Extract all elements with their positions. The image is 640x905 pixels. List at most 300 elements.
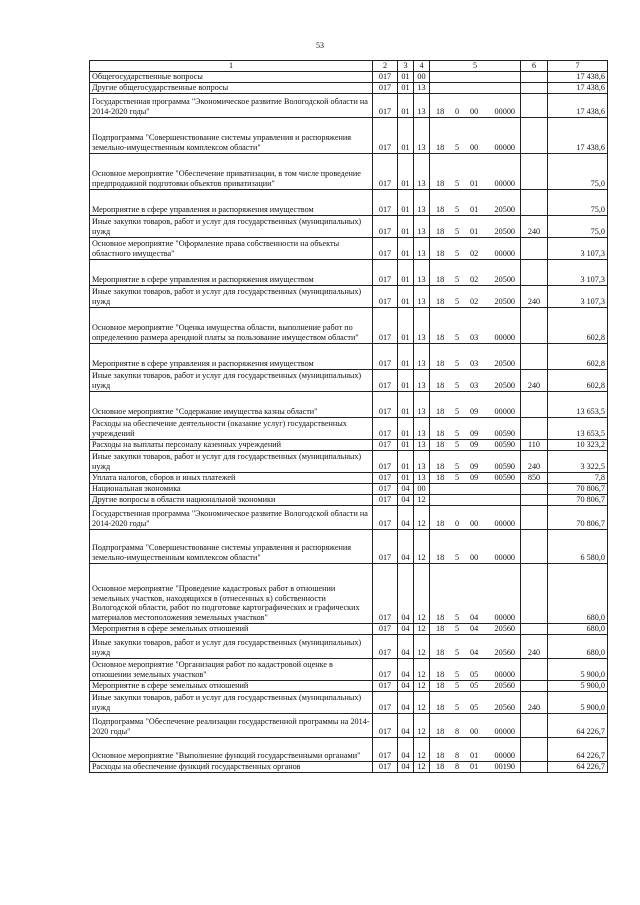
amount-value: 10 323,2 [548, 439, 608, 450]
table-row [90, 737, 608, 761]
ministry-code: 017 [373, 483, 398, 494]
target-direction-code: 20500 [494, 205, 515, 214]
target-program-code: 18 [436, 473, 445, 482]
subsection-code: 13 [414, 117, 430, 153]
ministry-code: 017 [373, 82, 398, 93]
target-direction-code: 00000 [494, 107, 515, 116]
row-name: Уплата налогов, сборов и иных платежей [90, 472, 373, 483]
target-program-code: 18 [436, 519, 445, 528]
target-program-code: 18 [436, 297, 445, 306]
target-activity-code: 03 [469, 359, 479, 368]
target-program-code: 18 [436, 359, 445, 368]
ministry-code: 017 [373, 343, 398, 369]
ministry-code: 017 [373, 189, 398, 215]
expense-type-code [521, 343, 548, 369]
amount-value: 3 107,3 [548, 237, 608, 259]
amount-value: 13 653,5 [548, 417, 608, 439]
target-activity-code: 05 [469, 670, 479, 679]
target-direction-code: 00000 [494, 407, 515, 416]
subsection-code: 12 [414, 563, 430, 623]
target-program-code: 18 [436, 275, 445, 284]
subsection-code: 13 [414, 450, 430, 472]
target-direction-code: 00000 [494, 613, 515, 622]
target-activity-code: 00 [469, 519, 479, 528]
expense-type-code: 240 [521, 215, 548, 237]
section-code: 01 [398, 439, 414, 450]
subsection-code: 12 [414, 658, 430, 680]
table-row [90, 343, 608, 369]
table-row [90, 505, 608, 529]
row-name: Расходы на выплаты персоналу казенных учреждений [90, 439, 373, 450]
ministry-code: 017 [373, 93, 398, 117]
target-direction-code: 20500 [494, 381, 515, 390]
target-activity-code: 01 [469, 205, 479, 214]
target-article-code [430, 215, 521, 237]
target-direction-code: 00590 [494, 473, 515, 482]
target-activity-code: 02 [469, 249, 479, 258]
target-subprogram-code: 0 [455, 107, 460, 116]
expense-type-code [521, 658, 548, 680]
row-name: Общегосударственные вопросы [90, 71, 373, 82]
target-subprogram-code: 5 [455, 275, 460, 284]
table-row [90, 71, 608, 82]
amount-value: 64 226,7 [548, 713, 608, 737]
expense-type-code: 110 [521, 439, 548, 450]
row-name: Мероприятие в сфере управления и распоряжения имуществом [90, 189, 373, 215]
subsection-code: 12 [414, 713, 430, 737]
subsection-code: 12 [414, 691, 430, 713]
target-direction-code: 00190 [494, 762, 515, 771]
subsection-code: 12 [414, 529, 430, 563]
table-row [90, 189, 608, 215]
ministry-code: 017 [373, 505, 398, 529]
target-activity-code: 05 [469, 681, 479, 690]
target-activity-code: 09 [469, 440, 479, 449]
amount-value: 64 226,7 [548, 761, 608, 772]
subsection-code: 13 [414, 189, 430, 215]
table-row [90, 761, 608, 772]
target-article-code [430, 472, 521, 483]
ministry-code: 017 [373, 494, 398, 505]
table-row [90, 680, 608, 691]
ministry-code: 017 [373, 472, 398, 483]
row-name: Мероприятия в сфере земельных отношений [90, 623, 373, 634]
row-name: Иные закупки товаров, работ и услуг для государственных (муниципальных) нужд [90, 215, 373, 237]
subsection-code: 12 [414, 737, 430, 761]
target-subprogram-code: 5 [455, 205, 460, 214]
target-article-code [430, 623, 521, 634]
expense-type-code [521, 259, 548, 285]
section-code: 04 [398, 634, 414, 658]
row-name: Подпрограмма "Совершенствование системы управления и распоряжения земельно-имущественным комплексом области" [90, 529, 373, 563]
amount-value: 75,0 [548, 189, 608, 215]
amount-value: 680,0 [548, 634, 608, 658]
target-article-code [430, 761, 521, 772]
target-subprogram-code: 5 [455, 681, 460, 690]
target-article-code [430, 189, 521, 215]
target-subprogram-code: 8 [455, 727, 460, 736]
target-program-code: 18 [436, 381, 445, 390]
target-direction-code: 00590 [494, 429, 515, 438]
page-number: 53 [316, 41, 324, 50]
section-code: 01 [398, 237, 414, 259]
target-direction-code: 00590 [494, 462, 515, 471]
ministry-code: 017 [373, 215, 398, 237]
amount-value: 17 438,6 [548, 82, 608, 93]
ministry-code: 017 [373, 713, 398, 737]
section-code: 01 [398, 417, 414, 439]
ministry-code: 017 [373, 391, 398, 417]
subsection-code: 13 [414, 307, 430, 343]
column-number-row [90, 61, 608, 72]
subsection-code: 13 [414, 439, 430, 450]
row-name: Мероприятие в сфере земельных отношений [90, 680, 373, 691]
expense-type-code [521, 680, 548, 691]
ministry-code: 017 [373, 71, 398, 82]
row-name: Основное мероприятие "Проведение кадастровых работ в отношении земельных участков, находящихся в (отнесенных к) собственности Вологодской области, работ по подготовке картографических и графических материалов местоположения земельных участков" [90, 563, 373, 623]
target-activity-code: 02 [469, 275, 479, 284]
amount-value: 602,8 [548, 343, 608, 369]
target-program-code: 18 [436, 624, 445, 633]
target-subprogram-code: 5 [455, 333, 460, 342]
ministry-code: 017 [373, 237, 398, 259]
amount-value: 3 107,3 [548, 259, 608, 285]
subsection-code: 13 [414, 417, 430, 439]
target-activity-code: 04 [469, 613, 479, 622]
subsection-code: 13 [414, 391, 430, 417]
target-subprogram-code: 5 [455, 297, 460, 306]
ministry-code: 017 [373, 623, 398, 634]
table-row [90, 494, 608, 505]
target-direction-code: 00000 [494, 519, 515, 528]
expense-type-code: 240 [521, 369, 548, 391]
section-code: 04 [398, 658, 414, 680]
ministry-code: 017 [373, 680, 398, 691]
expense-type-code [521, 483, 548, 494]
target-article-code [430, 93, 521, 117]
row-name: Основное мероприятие "Оформление права собственности на объекты областного имущества" [90, 237, 373, 259]
row-name: Государственная программа "Экономическое развитие Вологодской области на 2014-2020 годы" [90, 505, 373, 529]
target-activity-code: 01 [469, 227, 479, 236]
expense-type-code [521, 505, 548, 529]
target-direction-code: 00000 [494, 727, 515, 736]
target-subprogram-code: 5 [455, 613, 460, 622]
row-name: Другие вопросы в области национальной экономики [90, 494, 373, 505]
target-article-code [430, 369, 521, 391]
expense-type-code: 240 [521, 285, 548, 307]
table-row [90, 417, 608, 439]
subsection-code: 12 [414, 761, 430, 772]
ministry-code: 017 [373, 307, 398, 343]
table-row [90, 529, 608, 563]
section-code: 04 [398, 737, 414, 761]
column-header: 3 [398, 61, 414, 72]
target-subprogram-code: 5 [455, 440, 460, 449]
row-name: Другие общегосударственные вопросы [90, 82, 373, 93]
target-direction-code: 20560 [494, 703, 515, 712]
target-program-code: 18 [436, 179, 445, 188]
target-article-code [430, 713, 521, 737]
target-article-code [430, 563, 521, 623]
ministry-code: 017 [373, 439, 398, 450]
ministry-code: 017 [373, 529, 398, 563]
ministry-code: 017 [373, 658, 398, 680]
subsection-code: 13 [414, 369, 430, 391]
amount-value: 17 438,6 [548, 93, 608, 117]
section-code: 04 [398, 761, 414, 772]
section-code: 04 [398, 483, 414, 494]
target-direction-code: 00000 [494, 553, 515, 562]
section-code: 01 [398, 391, 414, 417]
ministry-code: 017 [373, 761, 398, 772]
target-subprogram-code: 5 [455, 381, 460, 390]
table-row [90, 82, 608, 93]
table-row [90, 259, 608, 285]
target-subprogram-code: 5 [455, 359, 460, 368]
target-subprogram-code: 5 [455, 648, 460, 657]
table-row [90, 713, 608, 737]
subsection-code: 12 [414, 494, 430, 505]
amount-value: 7,8 [548, 472, 608, 483]
target-article-code [430, 494, 521, 505]
target-program-code: 18 [436, 227, 445, 236]
ministry-code: 017 [373, 450, 398, 472]
target-activity-code: 03 [469, 333, 479, 342]
expense-type-code [521, 71, 548, 82]
expense-type-code [521, 417, 548, 439]
target-program-code: 18 [436, 762, 445, 771]
section-code: 04 [398, 529, 414, 563]
section-code: 04 [398, 563, 414, 623]
ministry-code: 017 [373, 634, 398, 658]
target-subprogram-code: 5 [455, 143, 460, 152]
ministry-code: 017 [373, 259, 398, 285]
section-code: 01 [398, 153, 414, 189]
amount-value: 6 580,0 [548, 529, 608, 563]
target-article-code [430, 285, 521, 307]
target-article-code [430, 529, 521, 563]
target-article-code [430, 391, 521, 417]
target-subprogram-code: 5 [455, 553, 460, 562]
target-direction-code: 00000 [494, 179, 515, 188]
target-subprogram-code: 5 [455, 227, 460, 236]
target-subprogram-code: 5 [455, 407, 460, 416]
target-activity-code: 09 [469, 473, 479, 482]
target-activity-code: 01 [469, 762, 479, 771]
subsection-code: 13 [414, 82, 430, 93]
expense-type-code: 240 [521, 450, 548, 472]
column-header: 4 [414, 61, 430, 72]
target-article-code [430, 71, 521, 82]
section-code: 01 [398, 71, 414, 82]
table-row [90, 691, 608, 713]
subsection-code: 12 [414, 634, 430, 658]
target-activity-code: 09 [469, 429, 479, 438]
expense-type-code [521, 563, 548, 623]
section-code: 01 [398, 189, 414, 215]
row-name: Мероприятие в сфере управления и распоряжения имуществом [90, 343, 373, 369]
row-name: Основное мероприятие "Организация работ по кадастровой оценке в отношении земельных участков" [90, 658, 373, 680]
ministry-code: 017 [373, 737, 398, 761]
table-row [90, 658, 608, 680]
target-article-code [430, 680, 521, 691]
amount-value: 64 226,7 [548, 737, 608, 761]
table-row [90, 623, 608, 634]
target-article-code [430, 237, 521, 259]
subsection-code: 13 [414, 153, 430, 189]
subsection-code: 13 [414, 472, 430, 483]
target-article-code [430, 307, 521, 343]
target-program-code: 18 [436, 613, 445, 622]
expense-type-code [521, 237, 548, 259]
expense-type-code [521, 117, 548, 153]
target-program-code: 18 [436, 107, 445, 116]
section-code: 01 [398, 215, 414, 237]
target-article-code [430, 439, 521, 450]
amount-value: 17 438,6 [548, 117, 608, 153]
row-name: Национальная экономика [90, 483, 373, 494]
amount-value: 602,8 [548, 307, 608, 343]
section-code: 01 [398, 450, 414, 472]
target-subprogram-code: 8 [455, 751, 460, 760]
target-article-code [430, 417, 521, 439]
amount-value: 5 900,0 [548, 691, 608, 713]
target-article-code [430, 343, 521, 369]
section-code: 01 [398, 307, 414, 343]
ministry-code: 017 [373, 369, 398, 391]
section-code: 01 [398, 343, 414, 369]
expense-type-code [521, 93, 548, 117]
subsection-code: 13 [414, 285, 430, 307]
table-row [90, 307, 608, 343]
ministry-code: 017 [373, 117, 398, 153]
target-program-code: 18 [436, 143, 445, 152]
target-program-code: 18 [436, 553, 445, 562]
target-subprogram-code: 5 [455, 703, 460, 712]
target-subprogram-code: 5 [455, 473, 460, 482]
target-program-code: 18 [436, 648, 445, 657]
table-row [90, 285, 608, 307]
amount-value: 17 438,6 [548, 71, 608, 82]
target-direction-code: 00000 [494, 143, 515, 152]
row-name: Расходы на обеспечение функций государственных органов [90, 761, 373, 772]
row-name: Иные закупки товаров, работ и услуг для государственных (муниципальных) нужд [90, 285, 373, 307]
section-code: 04 [398, 680, 414, 691]
subsection-code: 13 [414, 343, 430, 369]
table-row [90, 215, 608, 237]
section-code: 01 [398, 93, 414, 117]
section-code: 01 [398, 472, 414, 483]
expense-type-code [521, 307, 548, 343]
column-header: 7 [548, 61, 608, 72]
target-article-code [430, 483, 521, 494]
row-name: Иные закупки товаров, работ и услуг для государственных (муниципальных) нужд [90, 634, 373, 658]
table-row [90, 153, 608, 189]
target-subprogram-code: 0 [455, 519, 460, 528]
subsection-code: 13 [414, 237, 430, 259]
expense-type-code [521, 713, 548, 737]
target-direction-code: 00000 [494, 249, 515, 258]
expense-type-code: 850 [521, 472, 548, 483]
table-row [90, 472, 608, 483]
expense-type-code [521, 529, 548, 563]
row-name: Подпрограмма "Обеспечение реализации государственной программы на 2014-2020 годы" [90, 713, 373, 737]
column-header: 6 [521, 61, 548, 72]
target-program-code: 18 [436, 205, 445, 214]
target-program-code: 18 [436, 440, 445, 449]
section-code: 01 [398, 259, 414, 285]
target-direction-code: 20560 [494, 624, 515, 633]
target-article-code [430, 153, 521, 189]
ministry-code: 017 [373, 153, 398, 189]
target-article-code [430, 82, 521, 93]
target-article-code [430, 505, 521, 529]
target-activity-code: 09 [469, 462, 479, 471]
target-program-code: 18 [436, 727, 445, 736]
target-article-code [430, 658, 521, 680]
table-row [90, 237, 608, 259]
target-activity-code: 01 [469, 751, 479, 760]
section-code: 04 [398, 691, 414, 713]
subsection-code: 13 [414, 259, 430, 285]
target-article-code [430, 634, 521, 658]
amount-value: 70 806,7 [548, 494, 608, 505]
target-subprogram-code: 5 [455, 462, 460, 471]
table-row [90, 369, 608, 391]
expense-type-code [521, 189, 548, 215]
target-activity-code: 00 [469, 107, 479, 116]
target-activity-code: 05 [469, 703, 479, 712]
table-row [90, 93, 608, 117]
target-activity-code: 02 [469, 297, 479, 306]
section-code: 01 [398, 285, 414, 307]
target-direction-code: 20500 [494, 275, 515, 284]
row-name: Основное мероприятие "Содержание имущества казны области" [90, 391, 373, 417]
subsection-code: 13 [414, 215, 430, 237]
target-direction-code: 00000 [494, 751, 515, 760]
subsection-code: 12 [414, 623, 430, 634]
table-row [90, 117, 608, 153]
target-direction-code: 00590 [494, 440, 515, 449]
expense-type-code [521, 82, 548, 93]
amount-value: 680,0 [548, 623, 608, 634]
target-program-code: 18 [436, 249, 445, 258]
target-activity-code: 00 [469, 553, 479, 562]
section-code: 01 [398, 82, 414, 93]
expense-type-code [521, 623, 548, 634]
section-code: 04 [398, 623, 414, 634]
amount-value: 5 900,0 [548, 658, 608, 680]
expense-type-code [521, 391, 548, 417]
row-name: Основное мероприятие "Обеспечение приватизации, в том числе проведение предпродажной подготовки объектов приватизации" [90, 153, 373, 189]
table-row [90, 634, 608, 658]
target-activity-code: 00 [469, 143, 479, 152]
subsection-code: 00 [414, 483, 430, 494]
target-subprogram-code: 5 [455, 179, 460, 188]
row-name: Основное мероприятие "Выполнение функций государственными органами" [90, 737, 373, 761]
target-activity-code: 00 [469, 727, 479, 736]
amount-value: 70 806,7 [548, 505, 608, 529]
ministry-code: 017 [373, 417, 398, 439]
subsection-code: 12 [414, 680, 430, 691]
target-subprogram-code: 5 [455, 670, 460, 679]
subsection-code: 13 [414, 93, 430, 117]
table-row [90, 483, 608, 494]
target-activity-code: 01 [469, 179, 479, 188]
target-subprogram-code: 5 [455, 249, 460, 258]
expense-type-code: 240 [521, 691, 548, 713]
section-code: 04 [398, 505, 414, 529]
